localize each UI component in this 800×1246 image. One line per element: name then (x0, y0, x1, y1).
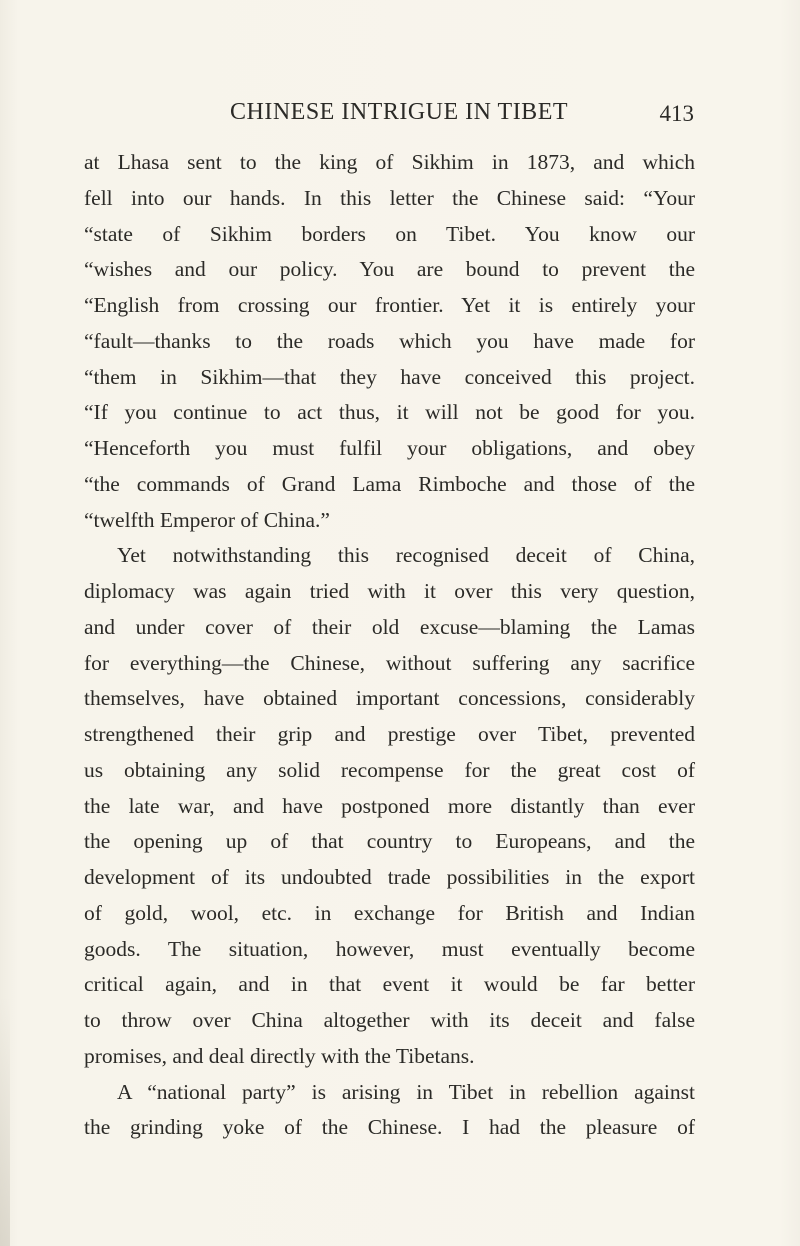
text-line: the late war, and have postponed more distantly than ever (84, 793, 695, 818)
text-line: themselves, have obtained important concessions, considerably (84, 686, 695, 711)
text-line: “fault—thanks to the roads which you have made for (84, 328, 695, 353)
paragraph-start-line: Yet notwithstanding this recognised deceit of China, (117, 543, 695, 568)
text-line: “state of Sikhim borders on Tibet. You know our (84, 221, 695, 246)
text-line: “the commands of Grand Lama Rimboche and those of the (84, 471, 695, 496)
page-edge-shadow (0, 996, 10, 1246)
text-line: “Henceforth you must fulfil your obligations, and obey (84, 436, 695, 460)
text-line: the opening up of that country to Europeans, and the (84, 829, 695, 854)
text-line: strengthened their grip and prestige over Tibet, prevented (84, 722, 695, 746)
text-line: “wishes and our policy. You are bound to prevent the (84, 257, 695, 282)
text-line: development of its undoubted trade possibilities in the export (84, 865, 695, 889)
text-line: at Lhasa sent to the king of Sikhim in 1873, and which (84, 150, 695, 174)
text-line: promises, and deal directly with the Tibetans. (84, 1043, 475, 1068)
text-line: “English from crossing our frontier. Yet it is entirely your (84, 293, 695, 317)
text-line: us obtaining any solid recompense for the great cost of (84, 757, 695, 782)
text-line: critical again, and in that event it would be far better (84, 972, 695, 997)
body-text (84, 145, 695, 1146)
text-line: for everything—the Chinese, without suffering any sacrifice (84, 650, 695, 675)
running-head (84, 92, 694, 132)
text-line: fell into our hands. In this letter the Chinese said: “Your (84, 185, 695, 210)
text-line: “them in Sikhim—that they have conceived this project. (84, 364, 695, 389)
running-title: CHINESE INTRIGUE IN TIBET (230, 99, 569, 125)
text-line: “If you continue to act thus, it will not be good for you. (84, 400, 695, 425)
paragraph-start-line: A “national party” is arising in Tibet in rebellion against (117, 1079, 695, 1104)
text-line: the grinding yoke of the Chinese. I had the pleasure of (84, 1115, 695, 1140)
text-line: to throw over China altogether with its deceit and false (84, 1008, 695, 1032)
text-line: and under cover of their old excuse—blaming the Lamas (84, 614, 695, 639)
text-line: goods. The situation, however, must eventually become (84, 936, 695, 961)
text-line: of gold, wool, etc. in exchange for British and Indian (84, 900, 695, 925)
page-number: 413 (659, 101, 694, 126)
text-line: diplomacy was again tried with it over this very question, (84, 579, 695, 603)
text-line: “twelfth Emperor of China.” (84, 507, 330, 532)
